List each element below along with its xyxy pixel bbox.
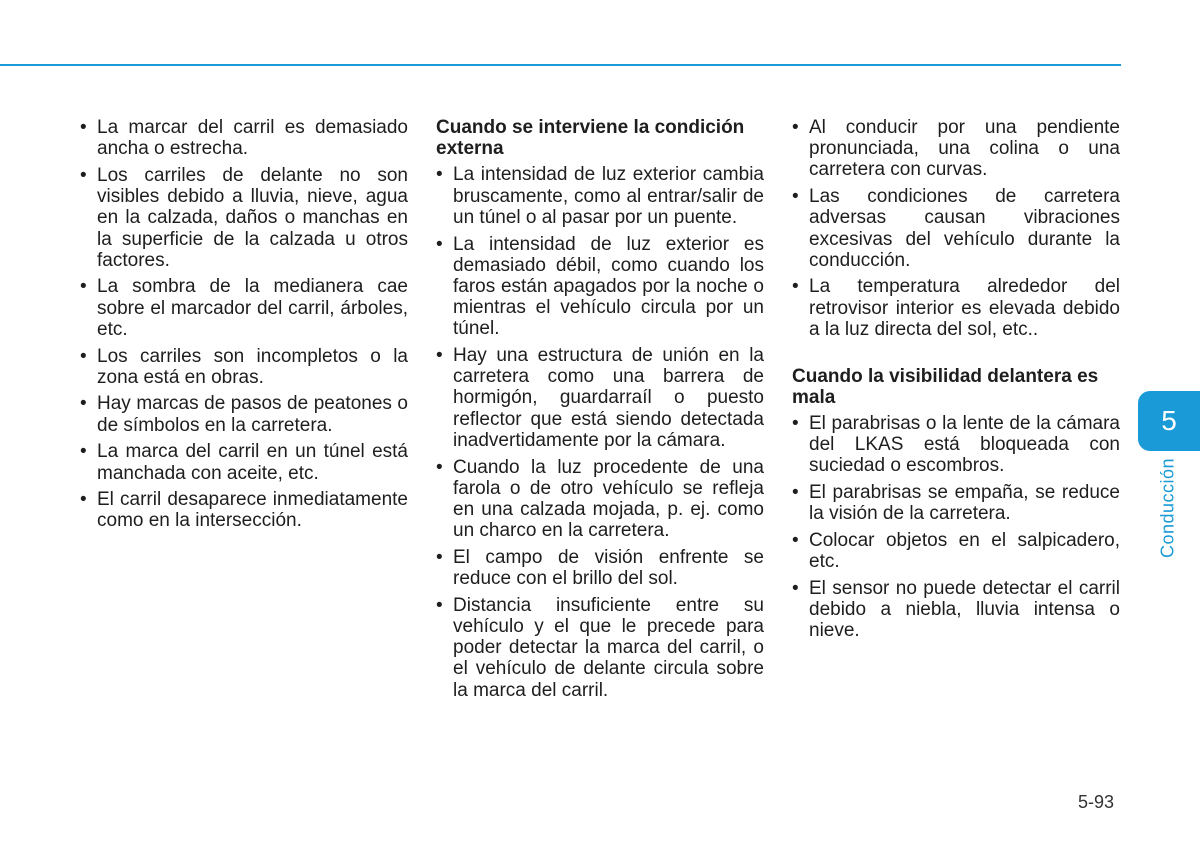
page-number: 5-93 [1078, 792, 1115, 812]
list-item: • Cuando la luz procedente de una farola o de otro vehículo se refleja en una calzada mojada, p. ej. como un charco en la carretera. [436, 457, 764, 542]
list-item: • Las condiciones de carretera adversas causan vibraciones excesivas del vehículo durante la conducción. [792, 186, 1120, 271]
list-item: • La intensidad de luz exterior cambia bruscamente, como al entrar/salir de un túnel o al pasar por un puente. [436, 164, 764, 228]
bullet-list [436, 164, 764, 700]
list-item: • Los carriles son incompletos o la zona está en obras. [80, 346, 408, 388]
list-item: • La intensidad de luz exterior es demasiado débil, como cuando los faros están apagados por la noche o mientras el vehículo circula por un túnel. [436, 234, 764, 340]
list-item: • El sensor no puede detectar el carril debido a niebla, lluvia intensa o nieve. [792, 578, 1120, 642]
left-column [80, 117, 408, 537]
section-heading-external-conditions: Cuando se interviene la condición externa [436, 117, 745, 160]
list-item: • Hay una estructura de unión en la carretera como una barrera de hormigón, guardarraíl o puesto reflector que está siendo detectada inadvertidamente por la cámara. [436, 345, 764, 451]
bullet-list [792, 117, 1120, 340]
bullet-list [792, 413, 1120, 642]
list-item: • El carril desaparece inmediatamente como en la intersección. [80, 489, 408, 531]
section-heading-poor-visibility: Cuando la visibilidad delantera es mala [792, 365, 1099, 408]
list-item: • Distancia insuficiente entre su vehículo y el que le precede para poder detectar la marca del carril, o el vehículo de delante circula sobre la marca del carril. [436, 595, 764, 701]
list-item: • El campo de visión enfrente se reduce con el brillo del sol. [436, 547, 764, 589]
list-item: • Los carriles de delante no son visibles debido a lluvia, nieve, agua en la calzada, daños o manchas en la superficie de la calzada u otros factores. [80, 165, 408, 271]
right-column [792, 117, 1120, 647]
list-item: • El parabrisas se empaña, se reduce la visión de la carretera. [792, 482, 1120, 524]
chapter-tab: 5 [1138, 391, 1200, 451]
list-item: • La temperatura alrededor del retrovisor interior es elevada debido a la luz directa del sol, etc.. [792, 276, 1120, 340]
list-item: • Hay marcas de pasos de peatones o de símbolos en la carretera. [80, 393, 408, 435]
list-item: • La sombra de la medianera cae sobre el marcador del carril, árboles, etc. [80, 276, 408, 340]
spacer [792, 346, 1120, 366]
middle-column [436, 117, 764, 706]
bullet-list [80, 117, 408, 532]
list-item: • La marcar del carril es demasiado ancha o estrecha. [80, 117, 408, 159]
header-rule [0, 64, 1121, 66]
list-item: • La marca del carril en un túnel está manchada con aceite, etc. [80, 441, 408, 483]
chapter-title: Conducción [1157, 457, 1178, 559]
list-item: • Colocar objetos en el salpicadero, etc. [792, 530, 1120, 572]
list-item: • Al conducir por una pendiente pronunciada, una colina o una carretera con curvas. [792, 117, 1120, 181]
list-item: • El parabrisas o la lente de la cámara del LKAS está bloqueada con suciedad o escombros. [792, 413, 1120, 477]
